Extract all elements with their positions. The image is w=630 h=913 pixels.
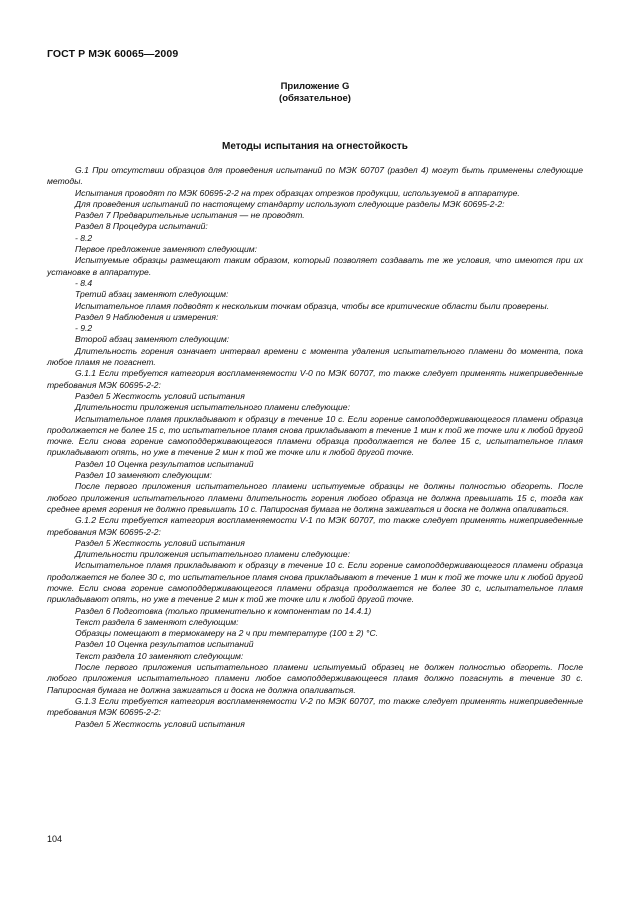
appendix-subtitle: (обязательное) [279, 93, 351, 104]
paragraph: Испытательное пламя прикладывают к образцу в течение 10 с. Если горение самоподдерживающегося пламени образца продолжается не более 30 с, то испытательное пламя снова прикладывают в течение 1 мин к той же точке или к любой другой точке. Если снова горение самоподдерживающегося пламени образца продолжается не более 30 с, испытательное пламя прикладывают опять, но уже в течение 2 мин к той же точке или к любой другой точке. [47, 560, 583, 605]
paragraph: G.1 При отсутствии образцов для проведения испытаний по МЭК 60707 (раздел 4) могут быть применены следующие методы. [47, 165, 583, 187]
paragraph: Первое предложение заменяют следующим: [75, 244, 258, 255]
paragraph: Третий абзац заменяют следующим: [75, 289, 229, 300]
appendix-title: Приложение G [280, 81, 350, 92]
paragraph: Текст раздела 6 заменяют следующим: [75, 616, 239, 627]
paragraph: Образцы помещают в термокамеру на 2 ч при температуре (100 ± 2) °С. [75, 628, 379, 639]
paragraph: - 8.4 [75, 277, 93, 288]
paragraph: После первого приложения испытательного пламени испытуемые образцы не должны полностью обгореть. После любого приложения испытательного пламени длительность горения любого образца не должна превышать 15 с, тогда как среднее время горения не должно превышать 10 с. Папиросная бумага не должна зажигаться и доска не должна опаливаться. [47, 481, 583, 514]
paragraph: Раздел 6 Подготовка (только применительно к компонентам по 14.4.1) [75, 605, 372, 616]
paragraph: - 8.2 [75, 232, 93, 243]
paragraph: Длительность горения означает интервал времени с момента удаления испытательного пламени до момента, пока любое пламя не погаснет. [47, 345, 583, 368]
section-title: Методы испытания на огнестойкость [222, 141, 408, 152]
paragraph: Раздел 10 Оценка результатов испытаний [75, 458, 254, 469]
paragraph: G.1.2 Если требуется категория воспламеняемости V-1 по МЭК 60707, то также следует применять нижеприведенные требования МЭК 60695-2-2: [47, 515, 583, 537]
paragraph: Испытательное пламя подводят к нескольким точкам образца, чтобы все критические области были проверены. [75, 300, 550, 311]
paragraph: После первого приложения испытательного пламени испытуемый образец не должен полностью обгореть. После любого приложения испытательного пламени любое самоподдерживающееся пламя должно погаснуть в течение 30 с. Папиросная бумага не должна зажигаться и доска не должна опаливаться. [47, 662, 583, 695]
paragraph: Для проведения испытаний по настоящему стандарту используют следующие разделы МЭК 60695-2-2: [75, 198, 505, 209]
paragraph: Раздел 5 Жесткость условий испытания [75, 390, 245, 401]
paragraph: Раздел 10 заменяют следующим: [75, 470, 212, 481]
paragraph: Раздел 5 Жесткость условий испытания [75, 537, 245, 548]
paragraph: Раздел 9 Наблюдения и измерения: [75, 311, 219, 322]
document-body [47, 165, 583, 730]
paragraph: G.1.3 Если требуется категория воспламеняемости V-2 по МЭК 60707, то также следует применять нижеприведенные требования МЭК 60695-2-2: [47, 695, 583, 718]
document-header: ГОСТ Р МЭК 60065—2009 [47, 48, 179, 60]
paragraph: Испытуемые образцы размещают таким образом, который позволяет создавать те же условия, что имеются при их установке в аппаратуре. [47, 255, 583, 277]
page-number: 104 [47, 834, 63, 844]
paragraph: Второй абзац заменяют следующим: [75, 334, 230, 345]
paragraph: Раздел 10 Оценка результатов испытаний [75, 639, 254, 650]
paragraph: - 9.2 [75, 323, 93, 334]
paragraph: Раздел 8 Процедура испытаний: [75, 221, 208, 232]
paragraph: Длительности приложения испытательного пламени следующие: [75, 402, 350, 413]
paragraph: Раздел 5 Жесткость условий испытания [75, 718, 245, 729]
paragraph: Раздел 7 Предварительные испытания — не проводят. [75, 210, 305, 221]
paragraph: Испытания проводят по МЭК 60695-2-2 на трех образцах отрезков продукции, используемой в аппаратуре. [75, 187, 520, 198]
paragraph: G.1.1 Если требуется категория воспламеняемости V-0 по МЭК 60707, то также следует применять нижеприведенные требования МЭК 60695-2-2: [47, 368, 583, 390]
appendix-heading [0, 81, 630, 105]
paragraph: Испытательное пламя прикладывают к образцу в течение 10 с. Если горение самоподдерживающегося пламени образца продолжается не более 15 с, то испытательное пламя снова прикладывают в течение 1 мин к той же точке или к любой другой точке. Если снова горение самоподдерживающегося пламени образца продолжается не более 15 с, испытательное пламя прикладывают опять, но уже в течение 2 мин к той же точке или к любой другой точке. [47, 413, 583, 458]
paragraph: Текст раздела 10 заменяют следующим: [75, 650, 244, 661]
paragraph: Длительности приложения испытательного пламени следующие: [75, 549, 350, 560]
